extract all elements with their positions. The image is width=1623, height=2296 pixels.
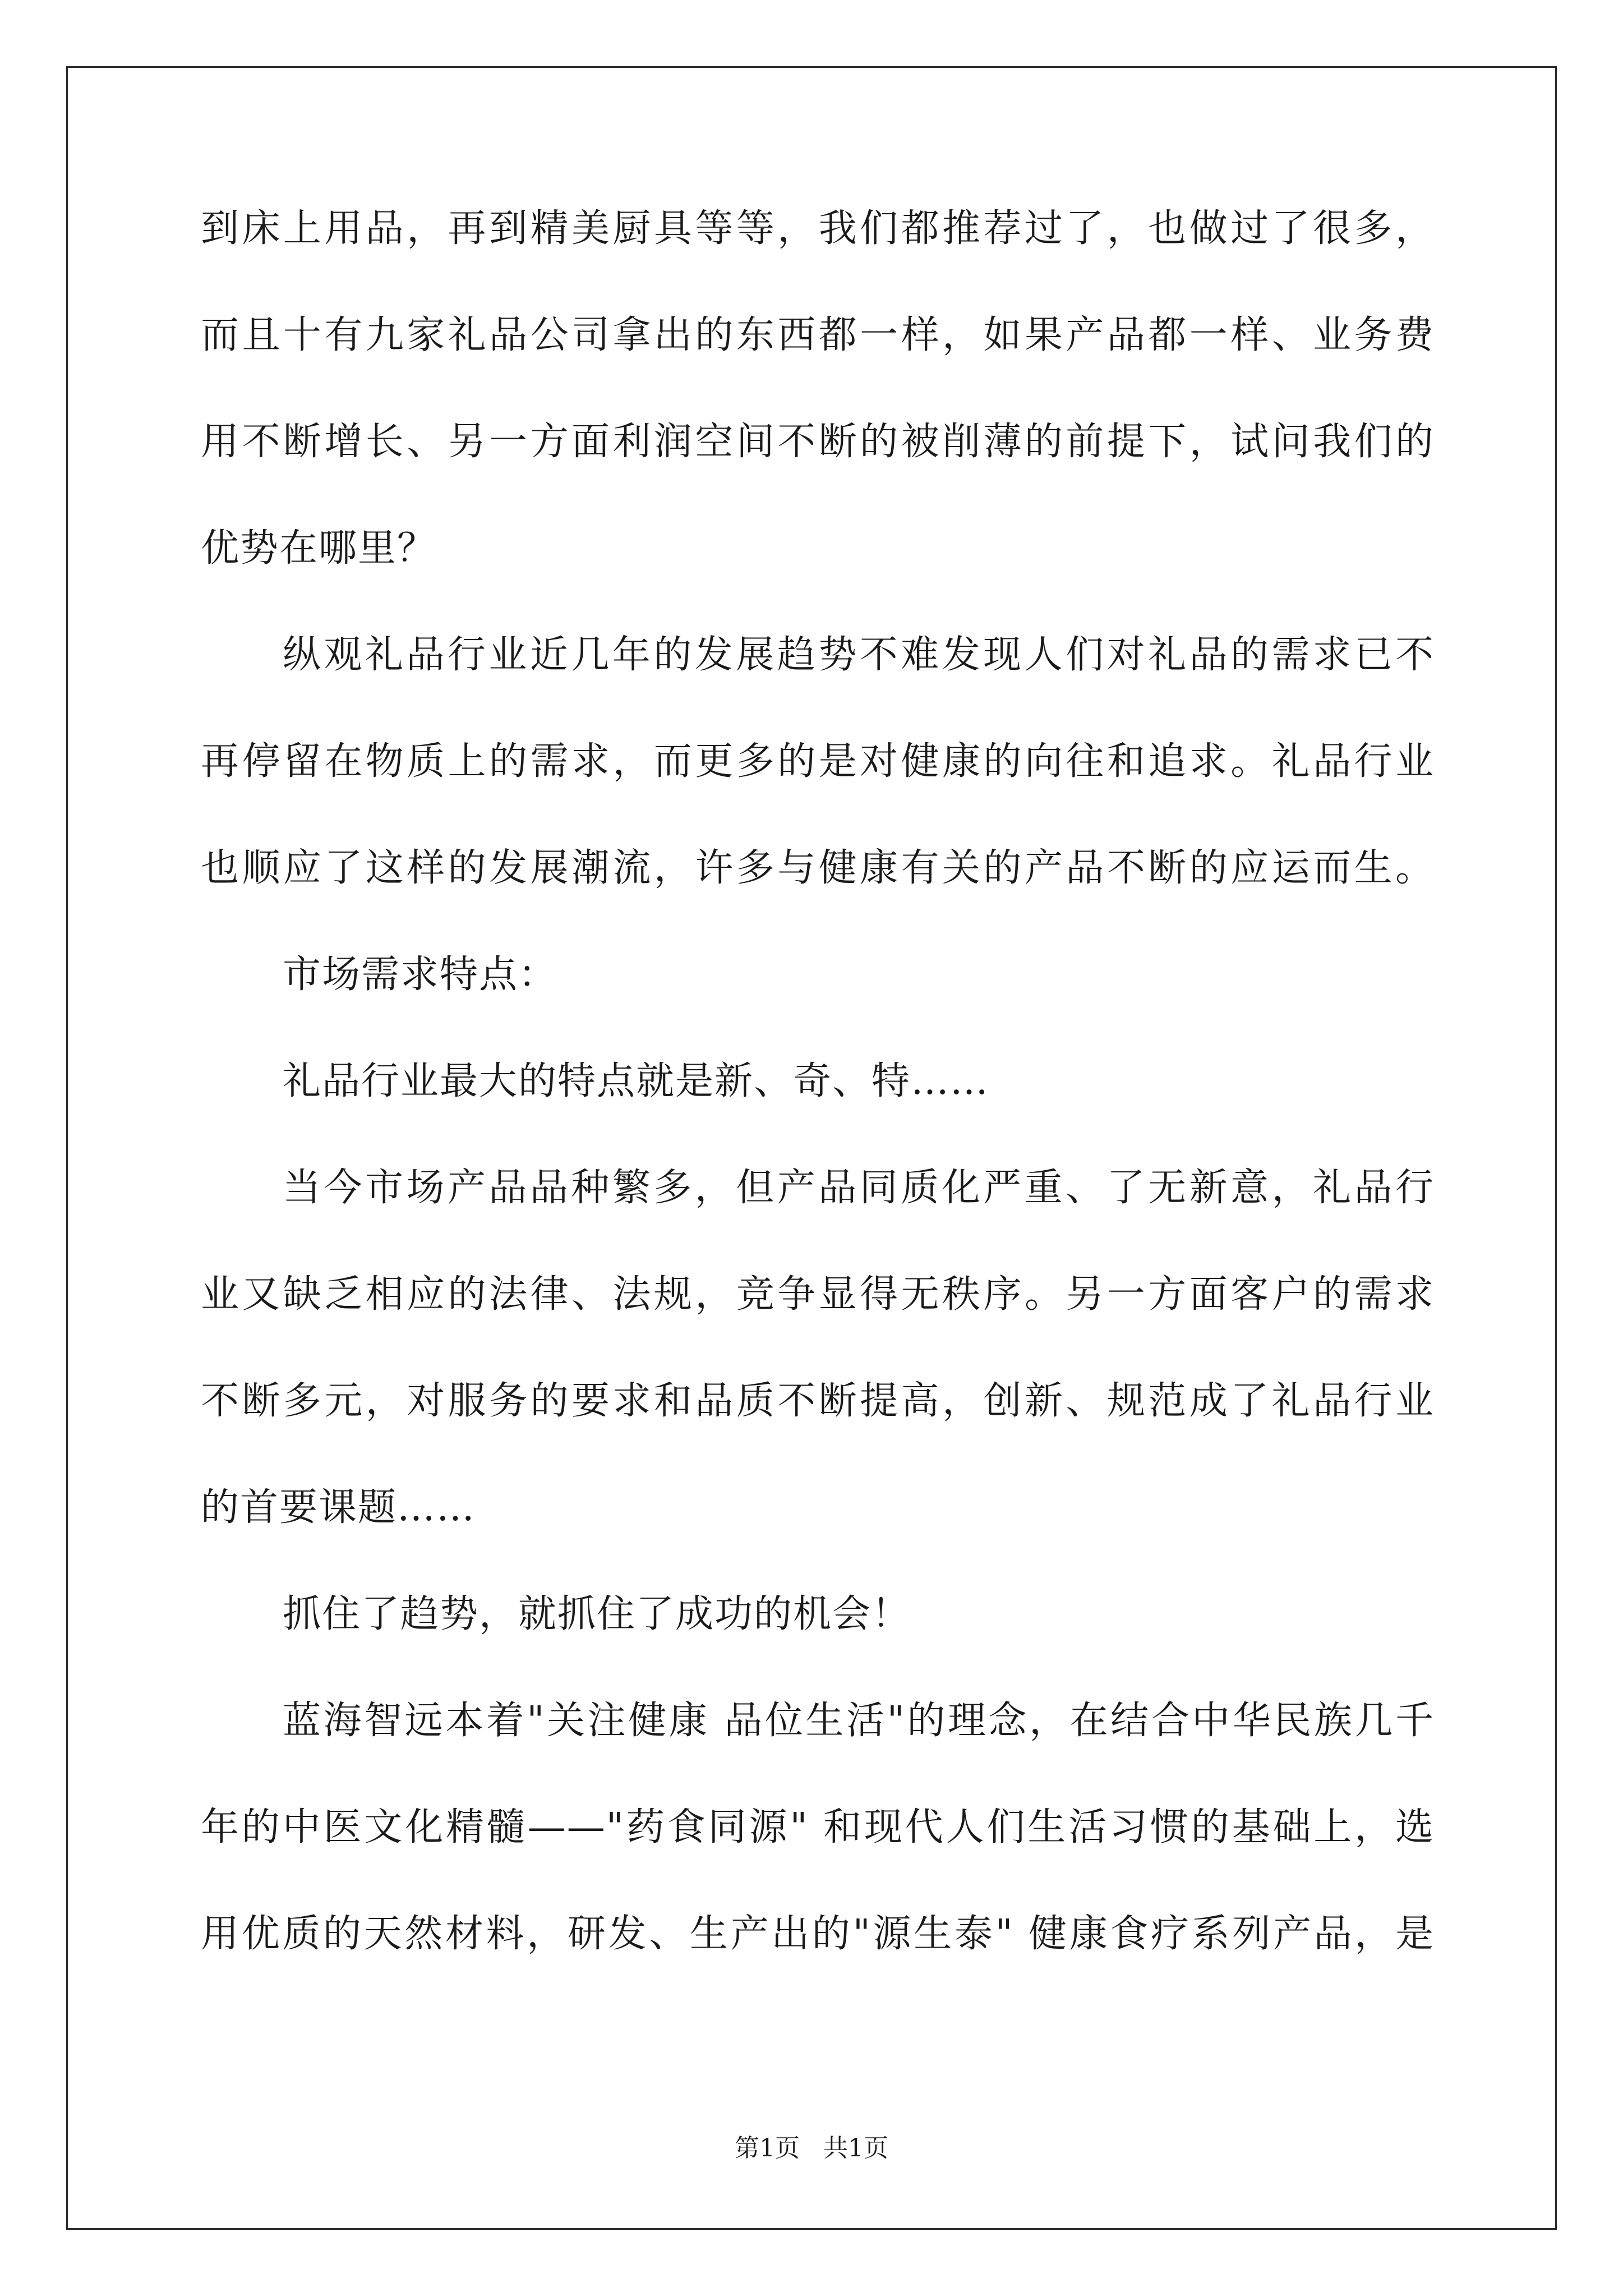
text-line: 抓住了趋势，就抓住了成功的机会！ bbox=[283, 1592, 911, 1636]
text-line: 优势在哪里？ bbox=[201, 526, 437, 570]
text-line: 用不断增长、另一方面利润空间不断的被削薄的前提下，试问我们的 bbox=[201, 420, 1435, 464]
text-line: 年的中医文化精髓——"药食同源" 和现代人们生活习惯的基础上，选 bbox=[201, 1805, 1435, 1849]
page-border bbox=[66, 66, 1557, 2230]
text-line: 当今市场产品品种繁多，但产品同质化严重、了无新意，礼品行 bbox=[283, 1166, 1435, 1210]
text-line: 纵观礼品行业近几年的发展趋势不难发现人们对礼品的需求已不 bbox=[283, 633, 1435, 677]
text-line: 用优质的天然材料，研发、生产出的"源生泰" 健康食疗系列产品，是 bbox=[201, 1912, 1435, 1956]
text-line: 也顺应了这样的发展潮流，许多与健康有关的产品不断的应运而生。 bbox=[201, 846, 1435, 890]
text-line: 礼品行业最大的特点就是新、奇、特…… bbox=[283, 1059, 990, 1103]
text-line: 蓝海智远本着"关注健康 品位生活"的理念，在结合中华民族几千 bbox=[283, 1699, 1435, 1743]
page-footer: 第1页 共1页 bbox=[735, 2134, 888, 2162]
text-line: 的首要课题…… bbox=[201, 1485, 476, 1530]
text-line: 市场需求特点： bbox=[283, 953, 558, 997]
text-line: 不断多元，对服务的要求和品质不断提高，创新、规范成了礼品行业 bbox=[201, 1379, 1435, 1423]
text-line: 到床上用品，再到精美厨具等等，我们都推荐过了，也做过了很多， bbox=[201, 206, 1435, 251]
text-line: 而且十有九家礼品公司拿出的东西都一样，如果产品都一样、业务费 bbox=[201, 313, 1435, 357]
text-line: 再停留在物质上的需求，而更多的是对健康的向往和追求。礼品行业 bbox=[201, 739, 1435, 784]
text-line: 业又缺乏相应的法律、法规，竞争显得无秩序。另一方面客户的需求 bbox=[201, 1272, 1435, 1317]
